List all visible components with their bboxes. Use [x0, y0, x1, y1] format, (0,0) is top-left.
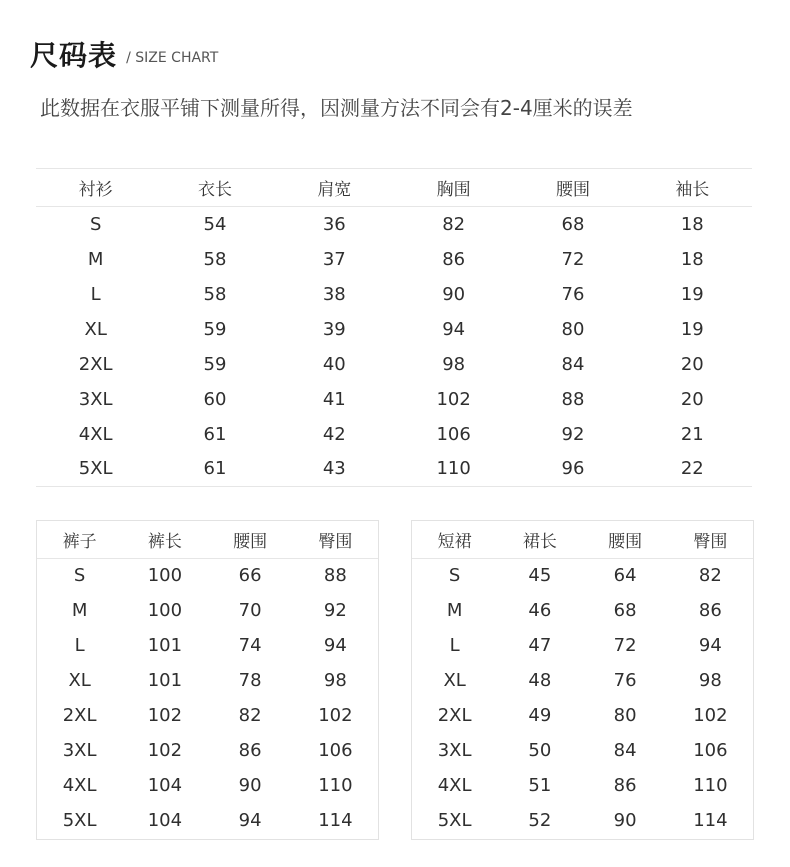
- table-row: [36, 417, 752, 452]
- measurement-cell: 45: [528, 565, 552, 587]
- size-label-cell: M: [446, 600, 463, 621]
- size-label-cell: XL: [68, 670, 91, 691]
- column-header: 裤长: [147, 531, 182, 552]
- measurement-cell: 100: [147, 600, 183, 621]
- table-row: [36, 312, 752, 347]
- measurement-cell: 92: [561, 423, 585, 445]
- measurement-cell: 88: [323, 565, 347, 587]
- column-header: 腰围: [233, 531, 268, 552]
- column-header: 腰围: [555, 180, 590, 200]
- measurement-cell: 102: [436, 388, 471, 410]
- skirt-table-box: [411, 520, 754, 840]
- measurement-cell: 101: [147, 635, 183, 656]
- table-row: [36, 452, 752, 487]
- size-label-cell: 3XL: [62, 740, 97, 761]
- column-header: 衣长: [197, 180, 232, 200]
- size-label-cell: S: [448, 565, 461, 587]
- size-label-cell: 4XL: [62, 775, 97, 796]
- measurement-cell: 102: [147, 740, 183, 761]
- table-row: [36, 242, 752, 277]
- table-row: [37, 803, 378, 838]
- measurement-cell: 64: [613, 565, 637, 587]
- page-title: 尺码表: [30, 39, 118, 72]
- size-label-cell: 5XL: [437, 810, 472, 831]
- pants-size-table: [37, 521, 378, 838]
- size-label-cell: 5XL: [78, 458, 113, 480]
- size-label-cell: M: [71, 600, 88, 621]
- measurement-cell: 60: [203, 388, 227, 410]
- measurement-cell: 102: [147, 705, 183, 726]
- measurement-cell: 49: [528, 705, 552, 726]
- measurement-cell: 68: [613, 600, 637, 621]
- measurement-cell: 90: [238, 775, 262, 796]
- measurement-cell: 101: [147, 670, 183, 691]
- column-header: 袖长: [675, 180, 710, 200]
- measurement-cell: 41: [322, 388, 346, 410]
- measurement-cell: 36: [322, 213, 346, 235]
- measurement-cell: 58: [203, 283, 227, 305]
- measurement-cell: 94: [442, 318, 466, 340]
- size-label-cell: 3XL: [78, 388, 113, 410]
- measurement-cell: 22: [680, 458, 704, 480]
- size-label-cell: 3XL: [437, 740, 472, 761]
- measurement-cell: 72: [613, 635, 637, 656]
- measurement-cell: 98: [698, 670, 722, 691]
- table-row: [37, 768, 378, 803]
- column-header: 短裙: [437, 531, 472, 552]
- measurement-cell: 42: [322, 423, 346, 445]
- size-label-cell: L: [449, 635, 460, 656]
- measurement-cell: 37: [322, 248, 346, 270]
- measurement-cell: 20: [680, 388, 704, 410]
- measurement-cell: 100: [147, 565, 183, 587]
- measurement-cell: 72: [561, 248, 585, 270]
- measurement-cell: 70: [238, 600, 262, 621]
- size-label-cell: 2XL: [78, 353, 113, 375]
- measurement-cell: 66: [238, 565, 262, 587]
- column-header: 胸围: [436, 180, 471, 200]
- table-row: [36, 347, 752, 382]
- table-row: [412, 558, 753, 593]
- measurement-cell: 86: [698, 600, 722, 621]
- measurement-cell: 59: [203, 353, 227, 375]
- measurement-cell: 61: [203, 423, 227, 445]
- measurement-cell: 52: [528, 810, 552, 831]
- table-row: [36, 207, 752, 242]
- measurement-cell: 110: [318, 775, 353, 796]
- measurement-cell: 48: [528, 670, 552, 691]
- table-row: [412, 628, 753, 663]
- pants-table-box: [36, 520, 379, 840]
- column-header: 腰围: [608, 531, 643, 552]
- measurement-cell: 18: [680, 248, 704, 270]
- measurement-cell: 92: [323, 600, 347, 621]
- measurement-cell: 90: [442, 283, 466, 305]
- measurement-note: 此数据在衣服平铺下测量所得，因测量方法不同会有2-4厘米的误差: [40, 96, 633, 120]
- measurement-cell: 88: [561, 388, 585, 410]
- table-row: [412, 768, 753, 803]
- table-row: [37, 663, 378, 698]
- measurement-cell: 86: [613, 775, 637, 796]
- table-header-row: [36, 169, 752, 207]
- size-label-cell: M: [87, 248, 104, 270]
- table-row: [412, 698, 753, 733]
- measurement-cell: 61: [203, 458, 227, 480]
- measurement-cell: 80: [613, 705, 637, 726]
- column-header: 裤子: [62, 531, 97, 552]
- column-header: 臀围: [318, 531, 353, 552]
- measurement-cell: 104: [147, 775, 183, 796]
- measurement-cell: 84: [561, 353, 585, 375]
- measurement-cell: 110: [436, 458, 471, 480]
- table-row: [37, 558, 378, 593]
- measurement-cell: 21: [680, 423, 704, 445]
- size-label-cell: 4XL: [78, 423, 113, 445]
- table-row: [412, 593, 753, 628]
- measurement-cell: 76: [613, 670, 637, 691]
- table-header-row: [37, 521, 378, 558]
- size-label-cell: L: [90, 283, 101, 305]
- measurement-cell: 82: [698, 565, 722, 587]
- table-row: [412, 803, 753, 838]
- measurement-cell: 94: [698, 635, 722, 656]
- size-label-cell: 2XL: [62, 705, 97, 726]
- measurement-cell: 59: [203, 318, 227, 340]
- size-label-cell: S: [73, 565, 86, 587]
- size-label-cell: XL: [443, 670, 466, 691]
- size-label-cell: XL: [84, 318, 107, 340]
- measurement-cell: 90: [613, 810, 637, 831]
- measurement-cell: 76: [561, 283, 585, 305]
- measurement-cell: 94: [323, 635, 347, 656]
- measurement-cell: 82: [238, 705, 262, 726]
- size-label-cell: S: [89, 213, 102, 235]
- measurement-cell: 104: [147, 810, 183, 831]
- measurement-cell: 106: [436, 423, 471, 445]
- page-title-row: [30, 34, 218, 74]
- measurement-cell: 18: [680, 213, 704, 235]
- size-label-cell: L: [74, 635, 85, 656]
- table-header-row: [412, 521, 753, 558]
- measurement-cell: 39: [322, 318, 346, 340]
- measurement-cell: 94: [238, 810, 262, 831]
- measurement-cell: 68: [561, 213, 585, 235]
- measurement-cell: 106: [318, 740, 353, 761]
- measurement-cell: 50: [528, 740, 552, 761]
- measurement-cell: 51: [528, 775, 552, 796]
- measurement-cell: 98: [323, 670, 347, 691]
- measurement-cell: 38: [322, 283, 346, 305]
- measurement-cell: 98: [442, 353, 466, 375]
- measurement-cell: 102: [318, 705, 353, 726]
- column-header: 臀围: [693, 531, 728, 552]
- measurement-cell: 58: [203, 248, 227, 270]
- measurement-cell: 43: [322, 458, 346, 480]
- page-subtitle: / SIZE CHART: [126, 50, 219, 66]
- measurement-cell: 86: [442, 248, 466, 270]
- measurement-cell: 20: [680, 353, 704, 375]
- skirt-size-table: [412, 521, 753, 838]
- measurement-cell: 80: [561, 318, 585, 340]
- measurement-cell: 19: [680, 283, 704, 305]
- table-row: [37, 698, 378, 733]
- measurement-cell: 40: [322, 353, 346, 375]
- table-row: [412, 663, 753, 698]
- table-row: [37, 733, 378, 768]
- measurement-cell: 106: [693, 740, 728, 761]
- measurement-cell: 96: [561, 458, 585, 480]
- column-header: 肩宽: [317, 180, 352, 200]
- measurement-cell: 84: [613, 740, 637, 761]
- measurement-cell: 54: [203, 213, 227, 235]
- measurement-cell: 114: [318, 810, 353, 831]
- measurement-cell: 78: [238, 670, 262, 691]
- measurement-cell: 74: [238, 635, 262, 656]
- table-row: [36, 277, 752, 312]
- size-label-cell: 5XL: [62, 810, 97, 831]
- measurement-cell: 46: [528, 600, 552, 621]
- measurement-cell: 19: [680, 318, 704, 340]
- column-header: 裙长: [522, 531, 557, 552]
- measurement-cell: 110: [693, 775, 728, 796]
- measurement-cell: 86: [238, 740, 262, 761]
- size-label-cell: 2XL: [437, 705, 472, 726]
- measurement-cell: 47: [528, 635, 552, 656]
- table-row: [36, 382, 752, 417]
- measurement-cell: 82: [442, 213, 466, 235]
- shirt-size-table: [36, 168, 752, 487]
- size-label-cell: 4XL: [437, 775, 472, 796]
- table-row: [412, 733, 753, 768]
- table-row: [37, 593, 378, 628]
- measurement-cell: 114: [693, 810, 728, 831]
- measurement-cell: 102: [693, 705, 728, 726]
- column-header: 衬衫: [78, 180, 113, 200]
- table-row: [37, 628, 378, 663]
